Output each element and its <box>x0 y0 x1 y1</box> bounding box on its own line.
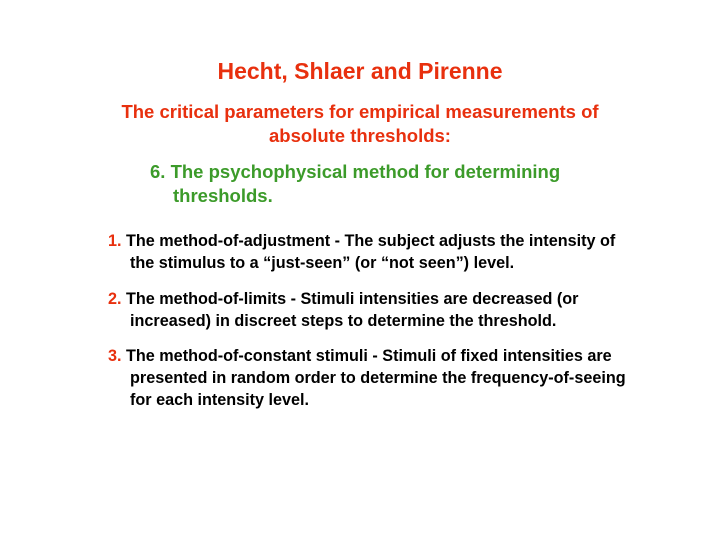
list-item-number: 3. <box>108 347 122 365</box>
subtitle: The critical parameters for empirical measurements of absolute thresholds: <box>121 101 599 146</box>
parameter-number: 6. <box>150 161 166 182</box>
parameter-text-line1: The psychophysical method for determining <box>170 161 561 182</box>
list-item-number: 2. <box>108 289 122 308</box>
list-item-method-limits <box>108 288 628 332</box>
list-item-method-adjustment <box>108 230 628 274</box>
list-item-text: The method-of-limits - Stimuli intensities are decreased (or increased) in discreet steps to determine the threshold. <box>126 289 579 330</box>
parameter-heading <box>150 160 620 208</box>
parameter-text-line2: thresholds. <box>173 185 273 206</box>
page-title: Hecht, Shlaer and Pirenne <box>217 58 503 84</box>
list-item-method-constant-stimuli <box>108 345 628 411</box>
list-item-number: 1. <box>108 232 122 250</box>
list-item-text: The method-of-adjustment - The subject adjusts the intensity of the stimulus to a “just-seen” (or “not seen”) level. <box>126 232 616 272</box>
methods-list <box>108 230 628 425</box>
list-item-text: The method-of-constant stimuli - Stimuli of fixed intensities are presented in random order to determine the frequency-of-seeing for each intensity level. <box>126 347 626 409</box>
